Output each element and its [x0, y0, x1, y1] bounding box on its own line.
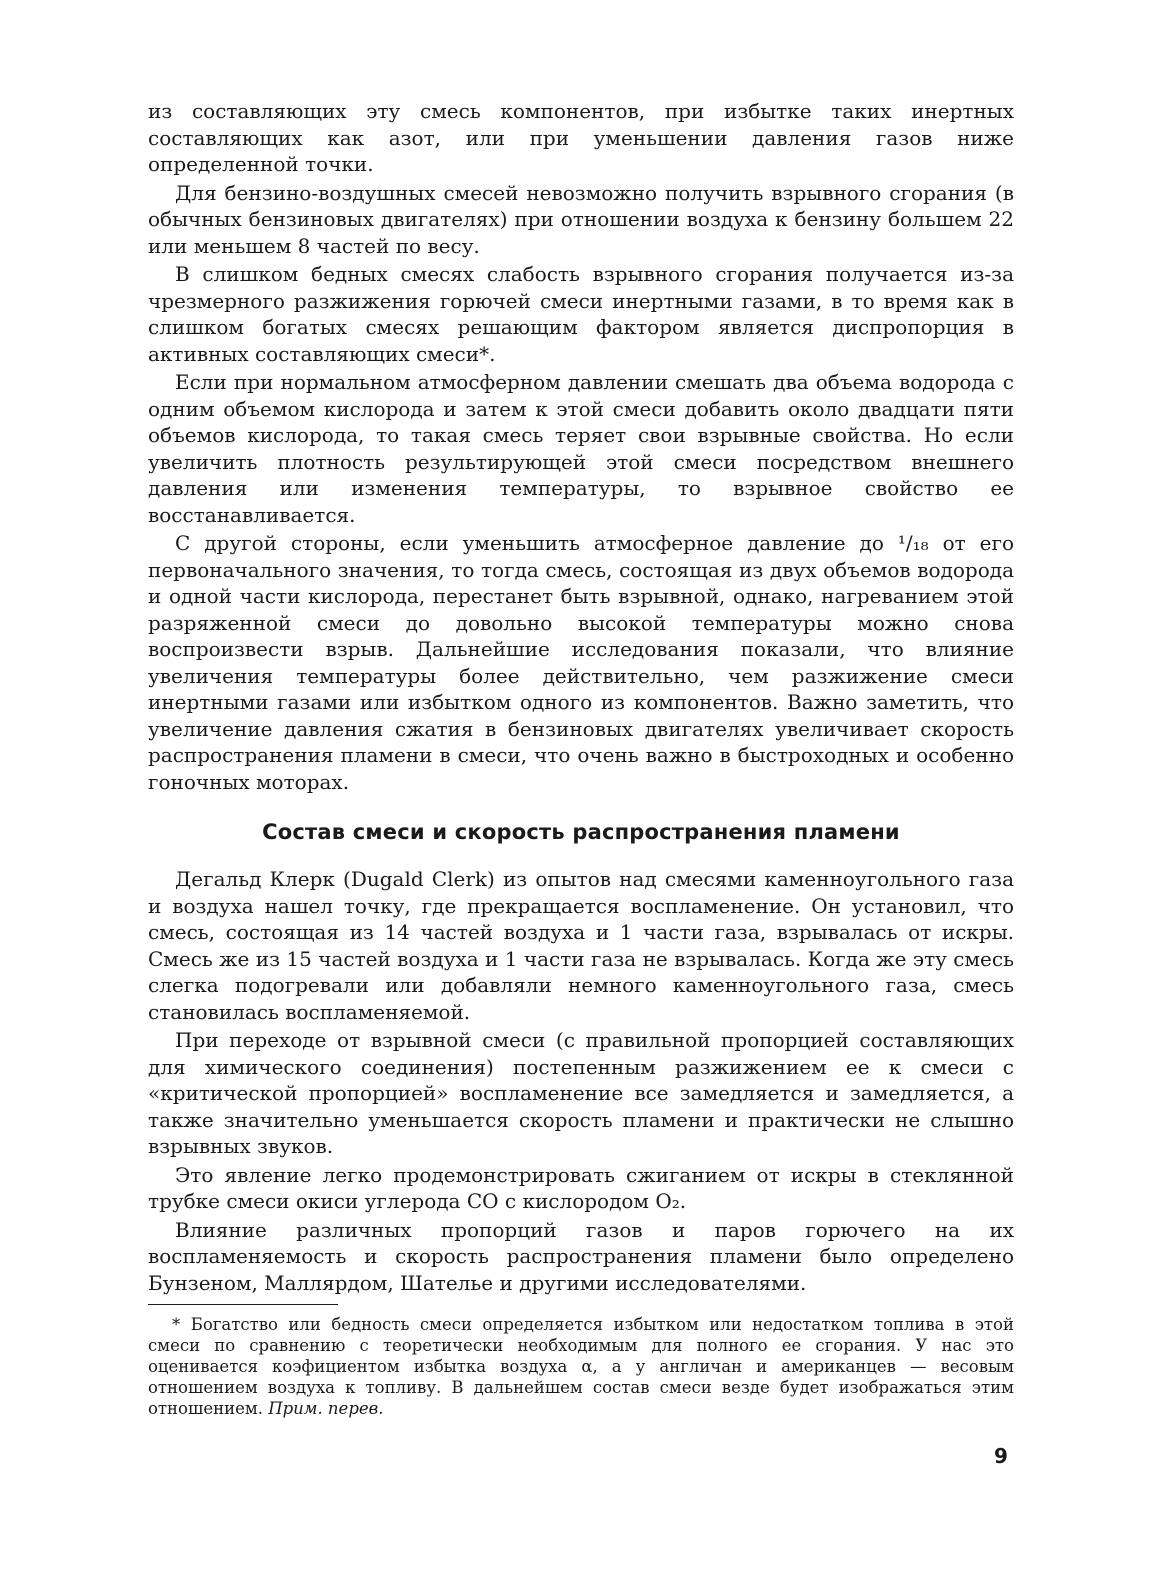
footnote-text: * Богатство или бедность смеси определяется избытком или недостатком топлива в этой смеси по сравнению с теоретически необходимым для полного ее сгорания. У нас это оценивается коэфициентом избытка воздуха α, а у англичан и американцев — весовым отношением воздуха к топливу. В дальнейшем состав смеси везде будет изображаться этим отношением. [148, 1315, 1014, 1418]
paragraph: Для бензино-воздушных смесей невозможно получить взрывного сгорания (в обычных бензиновых двигателях) при отношении воздуха к бензину большем 22 или меньшем 8 частей по весу. [148, 180, 1014, 258]
paragraph: Это явление легко продемонстрировать сжиганием от искры в стеклянной трубке смеси окиси углерода СО с кислородом O₂. [148, 1162, 1014, 1213]
paragraph: Влияние различных пропорций газов и паров горючего на их воспламеняемость и скорость распространения пламени было определено Бунзеном, Маллярдом, Шателье и другими исследователями. [148, 1217, 1014, 1295]
paragraph: Если при нормальном атмосферном давлении смешать два объема водорода с одним объемом кислорода и затем к этой смеси добавить около двадцати пяти объемов кислорода, то такая смесь теряет свои взрывные свойства. Но если увеличить плотность результирующей этой смеси посредством внешнего давления или изменения температуры, то взрывное свойство ее восстанавливается. [148, 370, 1014, 527]
body-text-bottom [148, 866, 1014, 1298]
footnote-divider [148, 1304, 338, 1305]
paragraph: из составляющих эту смесь компонентов, при избытке таких инертных составляющих как азот, или при уменьшении давления газов ниже определенной точки. [148, 99, 1014, 176]
page-number: 9 [994, 1444, 1008, 1468]
body-text-top [148, 98, 1014, 797]
paragraph: При переходе от взрывной смеси (с правильной пропорцией составляющих для химического соединения) постепенным разжижением ее к смеси с «критической пропорцией» воспламенение все замедляется и замедляется, а также значительно уменьшается скорость пламени и практически не слышно взрывных звуков. [148, 1028, 1014, 1158]
paragraph: С другой стороны, если уменьшить атмосферное давление до ¹/₁₈ от его первоначального значения, то тогда смесь, состоящая из двух объемов водорода и одной части кислорода, перестанет быть взрывной, однако, нагреванием этой разряженной смеси до довольно высокой температуры можно снова воспроизвести взрыв. Дальнейшие исследования показали, что влияние увеличения температуры более действительно, чем разжижение смеси инертными газами или избытком одного из компонентов. Важно заметить, что увеличение давления сжатия в бензиновых двигателях увеличивает скорость распространения пламени в смеси, что очень важно в быстроходных и особенно гоночных моторах. [148, 531, 1014, 794]
paragraph: В слишком бедных смесях слабость взрывного сгорания получается из-за чрезмерного разжижения горючей смеси инертными газами, в то время как в слишком богатых смесях решающим фактором является диспропорция в активных составляющих смеси*. [148, 262, 1014, 366]
section-heading: Состав смеси и скорость распространения пламени [262, 820, 900, 844]
footnote-label: Прим. перев. [268, 1399, 384, 1418]
paragraph: Дегальд Клерк (Dugald Clerk) из опытов над смесями каменноугольного газа и воздуха нашел точку, где прекращается воспламенение. Он установил, что смесь, состоящая из 14 частей воздуха и 1 части газа, взрывалась от искры. Смесь же из 15 частей воздуха и 1 части газа не взрывалась. Когда же эту смесь слегка подогревали или добавляли немного каменноугольного газа, смесь становилась воспламеняемой. [148, 867, 1014, 1024]
footnote [148, 1314, 1014, 1419]
